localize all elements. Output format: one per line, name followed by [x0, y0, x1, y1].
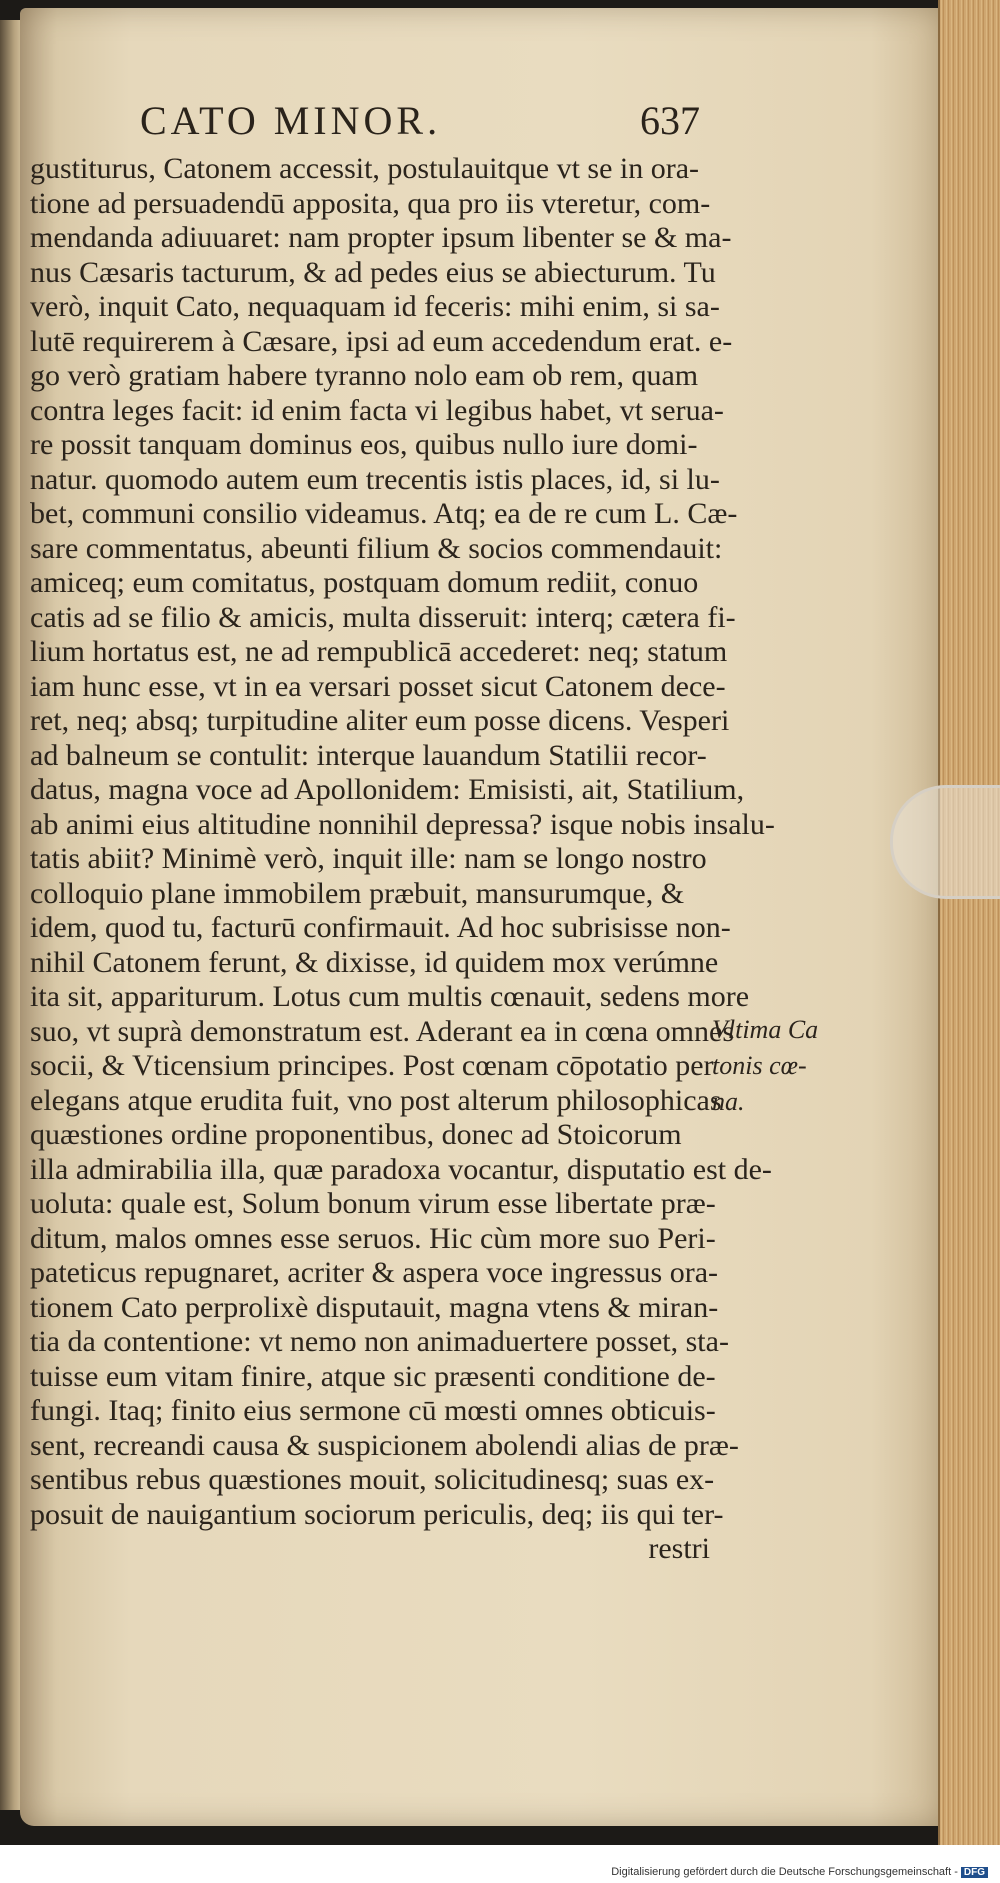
text-line: sentibus rebus quæstiones mouit, solicitudinesq; suas ex- — [30, 1463, 715, 1496]
text-line: mendanda adiuuaret: nam propter ipsum libenter se & ma- — [30, 221, 732, 254]
marginal-note-line: na. — [712, 1087, 745, 1116]
text-line: iam hunc esse, vt in ea versari posset sicut Catonem dece- — [30, 669, 726, 703]
text-line: illa admirabilia illa, quæ paradoxa vocantur, disputatio est de- — [30, 1152, 772, 1186]
text-line: uoluta: quale est, Solum bonum virum esse libertate præ- — [30, 1187, 716, 1220]
footer-credit — [611, 1866, 988, 1878]
text-line: bet, communi consilio videamus. Atq; ea de re cum L. Cæ- — [30, 497, 738, 530]
marginal-note — [712, 1012, 872, 1120]
marginal-note-line: Vltima Ca — [712, 1015, 819, 1044]
text-line: re possit tanquam dominus eos, quibus nullo iure domi- — [30, 428, 698, 461]
text-line: suo, vt suprà demonstratum est. Aderant ea in cœna omnes — [30, 1014, 735, 1048]
text-line: ita sit, appariturum. Lotus cum multis cœnauit, sedens more — [30, 980, 750, 1013]
text-line: tia da contentione: vt nemo non animaduertere posset, sta- — [30, 1325, 729, 1358]
bookmark-clip — [890, 785, 1000, 899]
text-line: catis ad se filio & amicis, multa disseruit: interq; cætera fi- — [30, 600, 736, 634]
text-line: verò, inquit Cato, nequaquam id feceris: mihi enim, si sa- — [30, 290, 720, 323]
text-line: contra leges facit: id enim facta vi legibus habet, vt serua- — [30, 393, 724, 427]
text-line: lium hortatus est, ne ad rempublicā accederet: neq; statum — [30, 635, 728, 668]
running-title: CATO MINOR. — [140, 98, 442, 143]
page-number: 637 — [640, 98, 700, 143]
text-line: gustiturus, Catonem accessit, postulauitque vt se in ora- — [30, 152, 700, 185]
text-line: tuisse eum vitam finire, atque sic præsenti conditione de- — [30, 1359, 716, 1393]
text-line: ad balneum se contulit: interque lauandum Statilii recor- — [30, 738, 707, 772]
text-line: sent, recreandi causa & suspicionem abolendi alias de præ- — [30, 1428, 739, 1462]
text-line: tionem Cato perprolixè disputauit, magna vtens & miran- — [30, 1290, 719, 1324]
text-line: quæstiones ordine proponentibus, donec ad Stoicorum — [30, 1118, 682, 1151]
marginal-note-line: tonis cœ- — [712, 1051, 807, 1080]
text-line: colloquio plane immobilem præbuit, mansurumque, & — [30, 876, 685, 910]
text-line: elegans atque erudita fuit, vno post alterum philosophicas — [30, 1083, 722, 1117]
catchword: restri — [648, 1532, 710, 1565]
text-line: lutē requirerem à Cæsare, ipsi ad eum accedendum erat. e- — [30, 324, 733, 358]
text-line: idem, quod tu, facturū confirmauit. Ad hoc subrisisse non- — [30, 911, 731, 944]
page-fore-edge — [938, 0, 1000, 1845]
dfg-logo: DFG — [961, 1867, 988, 1878]
text-line: tione ad persuadendū apposita, qua pro iis vteretur, com- — [30, 186, 711, 220]
text-line: fungi. Itaq; finito eius sermone cū mœsti omnes obticuis- — [30, 1394, 716, 1427]
text-line: ditum, malos omnes esse seruos. Hic cùm more suo Peri- — [30, 1221, 716, 1255]
text-line: socii, & Vticensium principes. Post cœnam cōpotatio per — [30, 1049, 714, 1082]
text-line: pateticus repugnaret, acriter & aspera voce ingressus ora- — [30, 1256, 719, 1289]
text-line: sare commentatus, abeunti filium & socios commendauit: — [30, 531, 723, 565]
text-line: nihil Catonem ferunt, & dixisse, id quidem mox verúmne — [30, 945, 719, 979]
text-line: nus Cæsaris tacturum, & ad pedes eius se abiecturum. Tu — [30, 255, 716, 289]
text-line: go verò gratiam habere tyranno nolo eam ob rem, quam — [30, 359, 699, 392]
footer-credit-text: Digitalisierung gefördert durch die Deutsche Forschungsgemeinschaft - — [611, 1866, 958, 1878]
text-line: amiceq; eum comitatus, postquam domum rediit, conuo — [30, 566, 699, 599]
text-line: ret, neq; absq; turpitudine aliter eum posse dicens. Vesperi — [30, 704, 730, 737]
text-line: ab animi eius altitudine nonnihil depressa? isque nobis insalu- — [30, 807, 775, 841]
text-line: tatis abiit? Minimè verò, inquit ille: nam se longo nostro — [30, 842, 707, 875]
text-line: datus, magna voce ad Apollonidem: Emisisti, ait, Statilium, — [30, 773, 745, 806]
text-line: posuit de nauigantium sociorum periculis, deq; iis qui ter- — [30, 1497, 724, 1531]
text-line: natur. quomodo autem eum trecentis istis places, id, si lu- — [30, 462, 720, 496]
